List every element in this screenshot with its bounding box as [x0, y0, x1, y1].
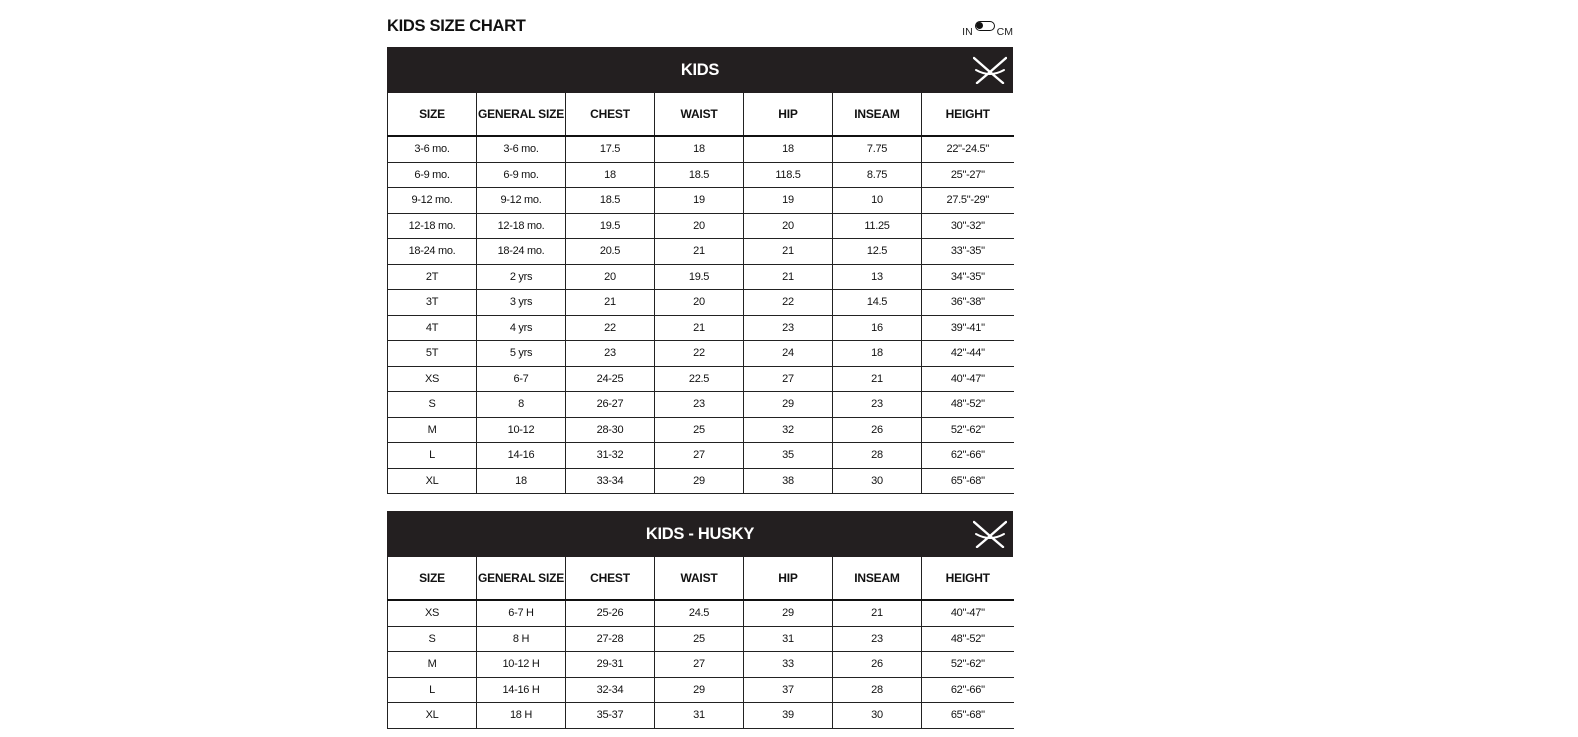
cell-size: 2T	[388, 264, 477, 290]
cell-general-size: 3-6 mo.	[477, 136, 566, 162]
cell-inseam: 13	[833, 264, 922, 290]
table-row	[388, 136, 1014, 162]
cell-inseam: 30	[833, 468, 922, 494]
table-row	[388, 677, 1014, 703]
cell-size: M	[388, 652, 477, 678]
cell-waist: 24.5	[655, 600, 744, 626]
cell-chest: 18	[566, 162, 655, 188]
cell-chest: 35-37	[566, 703, 655, 729]
size-section-kids	[387, 47, 1013, 494]
cell-general-size: 18	[477, 468, 566, 494]
table-row	[388, 626, 1014, 652]
cell-waist: 23	[655, 392, 744, 418]
cell-waist: 29	[655, 468, 744, 494]
page-header	[387, 0, 1013, 47]
unit-label-in[interactable]: IN	[962, 26, 973, 38]
cell-height: 62"-66"	[922, 677, 1014, 703]
cell-height: 30"-32"	[922, 213, 1014, 239]
column-header-general-size: GENERAL SIZE	[477, 93, 566, 136]
cell-waist: 19	[655, 188, 744, 214]
cell-inseam: 23	[833, 392, 922, 418]
cell-size: S	[388, 626, 477, 652]
cell-general-size: 4 yrs	[477, 315, 566, 341]
table-row	[388, 366, 1014, 392]
cell-general-size: 12-18 mo.	[477, 213, 566, 239]
unit-toggle[interactable]	[962, 21, 1013, 38]
cell-height: 40"-47"	[922, 600, 1014, 626]
table-row	[388, 443, 1014, 469]
cell-hip: 31	[744, 626, 833, 652]
brand-logo-icon	[973, 56, 1007, 84]
brand-logo-icon	[973, 520, 1007, 548]
cell-size: L	[388, 443, 477, 469]
cell-chest: 19.5	[566, 213, 655, 239]
cell-inseam: 12.5	[833, 239, 922, 265]
table-row	[388, 162, 1014, 188]
table-header-row	[388, 557, 1014, 600]
cell-hip: 23	[744, 315, 833, 341]
cell-waist: 21	[655, 239, 744, 265]
cell-general-size: 14-16 H	[477, 677, 566, 703]
cell-general-size: 10-12	[477, 417, 566, 443]
cell-hip: 18	[744, 136, 833, 162]
table-row	[388, 264, 1014, 290]
cell-hip: 118.5	[744, 162, 833, 188]
cell-chest: 29-31	[566, 652, 655, 678]
cell-size: 5T	[388, 341, 477, 367]
cell-chest: 17.5	[566, 136, 655, 162]
column-header-inseam: INSEAM	[833, 93, 922, 136]
cell-general-size: 8 H	[477, 626, 566, 652]
cell-size: M	[388, 417, 477, 443]
cell-waist: 19.5	[655, 264, 744, 290]
cell-hip: 35	[744, 443, 833, 469]
section-header	[387, 47, 1013, 93]
cell-chest: 20	[566, 264, 655, 290]
cell-size: XL	[388, 468, 477, 494]
cell-size: 3T	[388, 290, 477, 316]
cell-general-size: 6-9 mo.	[477, 162, 566, 188]
cell-height: 39"-41"	[922, 315, 1014, 341]
section-header	[387, 511, 1013, 557]
cell-general-size: 18 H	[477, 703, 566, 729]
cell-hip: 37	[744, 677, 833, 703]
cell-height: 22"-24.5"	[922, 136, 1014, 162]
cell-chest: 32-34	[566, 677, 655, 703]
column-header-chest: CHEST	[566, 93, 655, 136]
cell-height: 48"-52"	[922, 626, 1014, 652]
cell-inseam: 8.75	[833, 162, 922, 188]
cell-size: XS	[388, 600, 477, 626]
cell-hip: 38	[744, 468, 833, 494]
cell-inseam: 21	[833, 366, 922, 392]
cell-height: 25"-27"	[922, 162, 1014, 188]
cell-inseam: 16	[833, 315, 922, 341]
column-header-size: SIZE	[388, 93, 477, 136]
cell-general-size: 14-16	[477, 443, 566, 469]
cell-waist: 18	[655, 136, 744, 162]
cell-height: 62"-66"	[922, 443, 1014, 469]
cell-chest: 20.5	[566, 239, 655, 265]
cell-hip: 32	[744, 417, 833, 443]
table-header-row	[388, 93, 1014, 136]
cell-chest: 21	[566, 290, 655, 316]
column-header-height: HEIGHT	[922, 557, 1014, 600]
cell-size: S	[388, 392, 477, 418]
cell-size: 18-24 mo.	[388, 239, 477, 265]
column-header-hip: HIP	[744, 557, 833, 600]
cell-hip: 21	[744, 239, 833, 265]
cell-general-size: 2 yrs	[477, 264, 566, 290]
column-header-hip: HIP	[744, 93, 833, 136]
cell-size: 6-9 mo.	[388, 162, 477, 188]
column-header-waist: WAIST	[655, 557, 744, 600]
cell-size: XL	[388, 703, 477, 729]
cell-waist: 29	[655, 677, 744, 703]
cell-size: 12-18 mo.	[388, 213, 477, 239]
cell-height: 36"-38"	[922, 290, 1014, 316]
cell-waist: 22.5	[655, 366, 744, 392]
cell-general-size: 5 yrs	[477, 341, 566, 367]
column-header-size: SIZE	[388, 557, 477, 600]
size-chart-container	[387, 0, 1013, 729]
table-row	[388, 188, 1014, 214]
size-sections	[387, 47, 1013, 729]
table-row	[388, 652, 1014, 678]
cell-hip: 29	[744, 392, 833, 418]
cell-general-size: 6-7	[477, 366, 566, 392]
cell-hip: 19	[744, 188, 833, 214]
cell-inseam: 11.25	[833, 213, 922, 239]
cell-general-size: 3 yrs	[477, 290, 566, 316]
cell-chest: 26-27	[566, 392, 655, 418]
cell-height: 33"-35"	[922, 239, 1014, 265]
column-header-chest: CHEST	[566, 557, 655, 600]
cell-inseam: 28	[833, 443, 922, 469]
table-row	[388, 341, 1014, 367]
unit-label-cm[interactable]: CM	[996, 26, 1013, 38]
unit-switch[interactable]	[975, 21, 995, 31]
cell-height: 65"-68"	[922, 468, 1014, 494]
table-row	[388, 239, 1014, 265]
cell-inseam: 26	[833, 417, 922, 443]
column-header-inseam: INSEAM	[833, 557, 922, 600]
section-title: KIDS - HUSKY	[645, 524, 755, 543]
cell-chest: 33-34	[566, 468, 655, 494]
table-row	[388, 417, 1014, 443]
cell-general-size: 8	[477, 392, 566, 418]
cell-general-size: 18-24 mo.	[477, 239, 566, 265]
cell-waist: 25	[655, 626, 744, 652]
cell-waist: 27	[655, 652, 744, 678]
cell-hip: 27	[744, 366, 833, 392]
column-header-waist: WAIST	[655, 93, 744, 136]
cell-inseam: 23	[833, 626, 922, 652]
cell-waist: 21	[655, 315, 744, 341]
cell-waist: 27	[655, 443, 744, 469]
cell-size: 3-6 mo.	[388, 136, 477, 162]
cell-size: XS	[388, 366, 477, 392]
cell-inseam: 28	[833, 677, 922, 703]
table-row	[388, 315, 1014, 341]
table-row	[388, 703, 1014, 729]
cell-height: 34"-35"	[922, 264, 1014, 290]
cell-hip: 24	[744, 341, 833, 367]
cell-inseam: 10	[833, 188, 922, 214]
cell-hip: 33	[744, 652, 833, 678]
cell-height: 27.5"-29"	[922, 188, 1014, 214]
cell-waist: 20	[655, 213, 744, 239]
cell-size: 9-12 mo.	[388, 188, 477, 214]
cell-chest: 24-25	[566, 366, 655, 392]
cell-hip: 21	[744, 264, 833, 290]
cell-inseam: 7.75	[833, 136, 922, 162]
column-header-height: HEIGHT	[922, 93, 1014, 136]
cell-inseam: 30	[833, 703, 922, 729]
size-table	[387, 557, 1014, 729]
size-table	[387, 93, 1014, 494]
cell-inseam: 26	[833, 652, 922, 678]
cell-waist: 20	[655, 290, 744, 316]
cell-hip: 29	[744, 600, 833, 626]
cell-height: 40"-47"	[922, 366, 1014, 392]
table-row	[388, 290, 1014, 316]
cell-chest: 25-26	[566, 600, 655, 626]
cell-size: L	[388, 677, 477, 703]
table-row	[388, 392, 1014, 418]
table-row	[388, 213, 1014, 239]
cell-general-size: 10-12 H	[477, 652, 566, 678]
size-section-kids-husky	[387, 511, 1013, 729]
cell-height: 42"-44"	[922, 341, 1014, 367]
cell-chest: 27-28	[566, 626, 655, 652]
cell-hip: 22	[744, 290, 833, 316]
cell-inseam: 18	[833, 341, 922, 367]
cell-hip: 20	[744, 213, 833, 239]
cell-hip: 39	[744, 703, 833, 729]
table-row	[388, 600, 1014, 626]
cell-chest: 18.5	[566, 188, 655, 214]
cell-chest: 28-30	[566, 417, 655, 443]
cell-height: 65"-68"	[922, 703, 1014, 729]
cell-waist: 31	[655, 703, 744, 729]
unit-switch-knob	[976, 22, 983, 29]
cell-chest: 22	[566, 315, 655, 341]
column-header-general-size: GENERAL SIZE	[477, 557, 566, 600]
section-title: KIDS	[680, 60, 720, 79]
cell-inseam: 14.5	[833, 290, 922, 316]
cell-height: 52"-62"	[922, 652, 1014, 678]
cell-height: 52"-62"	[922, 417, 1014, 443]
cell-general-size: 6-7 H	[477, 600, 566, 626]
cell-waist: 25	[655, 417, 744, 443]
cell-inseam: 21	[833, 600, 922, 626]
page-title: KIDS SIZE CHART	[387, 17, 526, 35]
cell-general-size: 9-12 mo.	[477, 188, 566, 214]
cell-waist: 18.5	[655, 162, 744, 188]
cell-chest: 31-32	[566, 443, 655, 469]
cell-waist: 22	[655, 341, 744, 367]
cell-height: 48"-52"	[922, 392, 1014, 418]
cell-size: 4T	[388, 315, 477, 341]
cell-chest: 23	[566, 341, 655, 367]
table-row	[388, 468, 1014, 494]
